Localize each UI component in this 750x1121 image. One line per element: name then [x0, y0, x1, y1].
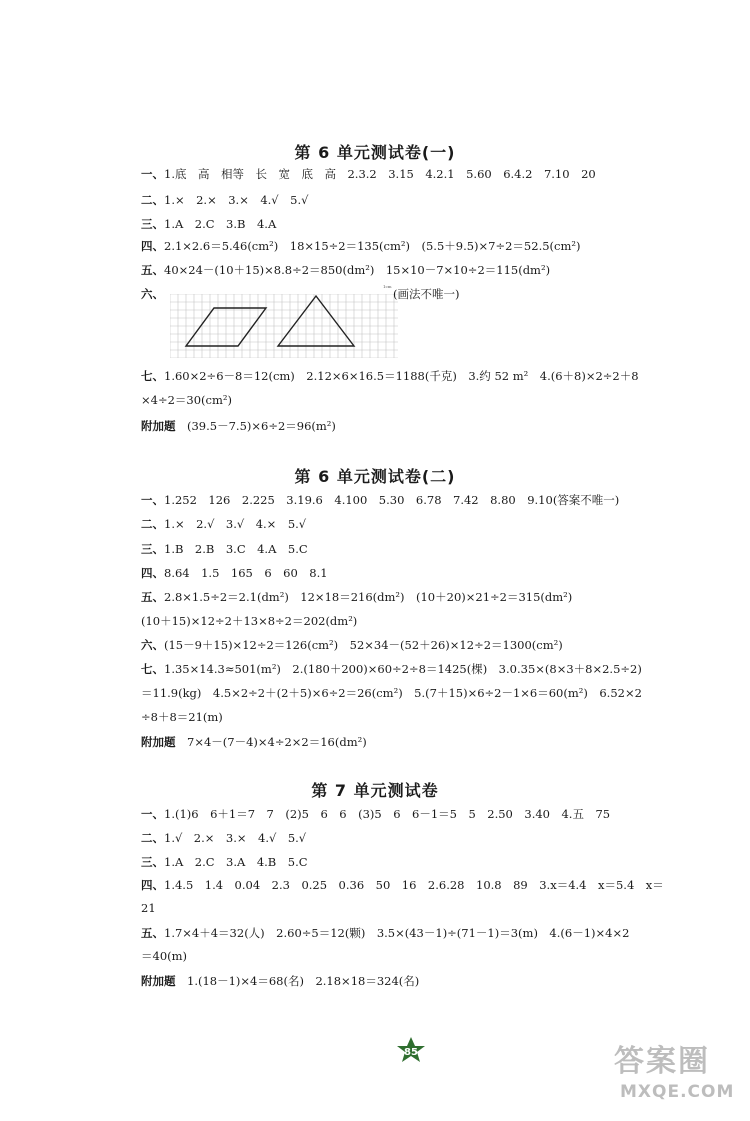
answer-line: 二、1.× 2.√ 3.√ 4.× 5.√: [141, 517, 307, 531]
answer-line: ＝11.9(kg) 4.5×2÷2＋(2＋5)×6÷2＝26(cm²) 5.(7＋15)×6÷2－1×6＝60(m²) 6.52×2: [141, 686, 642, 700]
answer-line: 一、1.252 126 2.225 3.19.6 4.100 5.30 6.78 7.42 8.80 9.10(答案不唯一): [141, 493, 620, 507]
answer-line: 四、2.1×2.6＝5.46(cm²) 18×15÷2＝135(cm²) (5.5＋9.5)×7÷2＝52.5(cm²): [141, 239, 581, 253]
watermark-text: 答案圈: [614, 1044, 710, 1079]
watermark-logo: [610, 1036, 745, 1116]
page-number-star: [392, 1036, 430, 1064]
page-number: 85: [404, 1047, 418, 1058]
answer-line: (10＋15)×12÷2＋13×8÷2＝202(dm²): [141, 614, 358, 628]
answer-line: 三、1.A 2.C 3.A 4.B 5.C: [141, 855, 308, 869]
answer-line: 一、1.底 高 相等 长 宽 底 高 2.3.2 3.15 4.2.1 5.60 6.4.2 7.10 20: [141, 167, 596, 181]
answer-line: 七、1.60×2÷6－8＝12(cm) 2.12×6×16.5＝1188(千克) 3.约 52 m² 4.(6＋8)×2÷2＋8: [141, 369, 639, 383]
answer-line: ÷8＋8＝21(m): [141, 710, 223, 724]
answer-line: 一、1.(1)6 6＋1＝7 7 (2)5 6 6 (3)5 6 6－1＝5 5 2.50 3.40 4.五 75: [141, 807, 611, 821]
section-title-7: 第 7 单元测试卷: [311, 781, 439, 800]
answer-line: 五、2.8×1.5÷2＝2.1(dm²) 12×18＝216(dm²) (10＋20)×21÷2＝315(dm²): [141, 590, 573, 604]
answer-line: 六、: [141, 287, 164, 301]
answer-line: 三、1.B 2.B 3.C 4.A 5.C: [141, 542, 308, 556]
answer-line: 二、1.× 2.× 3.× 4.√ 5.√: [141, 193, 309, 207]
answer-line: ×4÷2＝30(cm²): [141, 393, 232, 407]
answer-line-bonus: 附加题 (39.5－7.5)×6÷2＝96(m²): [141, 419, 336, 433]
answer-line: 五、1.7×4＋4＝32(人) 2.60÷5＝12(颗) 3.5×(43－1)÷(71－1)＝3(m) 4.(6－1)×4×2: [141, 926, 630, 940]
figure-note: (画法不唯一): [393, 287, 460, 301]
answer-line-bonus: 附加题 1.(18－1)×4＝68(名) 2.18×18＝324(名): [141, 974, 420, 988]
triangle-shape: [278, 296, 354, 346]
answer-line: 七、1.35×14.3≈501(m²) 2.(180＋200)×60÷2÷8＝1425(棵) 3.0.35×(8×3＋8×2.5÷2): [141, 662, 642, 676]
section-title-6-2: 第 6 单元测试卷(二): [294, 467, 456, 486]
answer-line: 六、(15－9＋15)×12÷2＝126(cm²) 52×34－(52＋26)×12÷2＝1300(cm²): [141, 638, 563, 652]
answer-line-bonus: 附加题 7×4－(7－4)×4÷2×2＝16(dm²): [141, 735, 367, 749]
scale-label: 1cm: [383, 284, 392, 289]
answer-line: 21: [141, 901, 156, 915]
answer-line: 三、1.A 2.C 3.B 4.A: [141, 217, 277, 231]
watermark-url: MXQE.COM: [620, 1082, 735, 1102]
grid-figure: [170, 294, 398, 358]
answer-line: ＝40(m): [141, 949, 188, 963]
section-title-6-1: 第 6 单元测试卷(一): [294, 143, 456, 162]
answer-line: 二、1.√ 2.× 3.× 4.√ 5.√: [141, 831, 307, 845]
answer-line: 四、1.4.5 1.4 0.04 2.3 0.25 0.36 50 16 2.6.28 10.8 89 3.x＝4.4 x＝5.4 x＝: [141, 878, 664, 892]
answer-line: 五、40×24－(10＋15)×8.8÷2＝850(dm²) 15×10－7×10÷2＝115(dm²): [141, 263, 551, 277]
answer-line: 四、8.64 1.5 165 6 60 8.1: [141, 566, 328, 580]
